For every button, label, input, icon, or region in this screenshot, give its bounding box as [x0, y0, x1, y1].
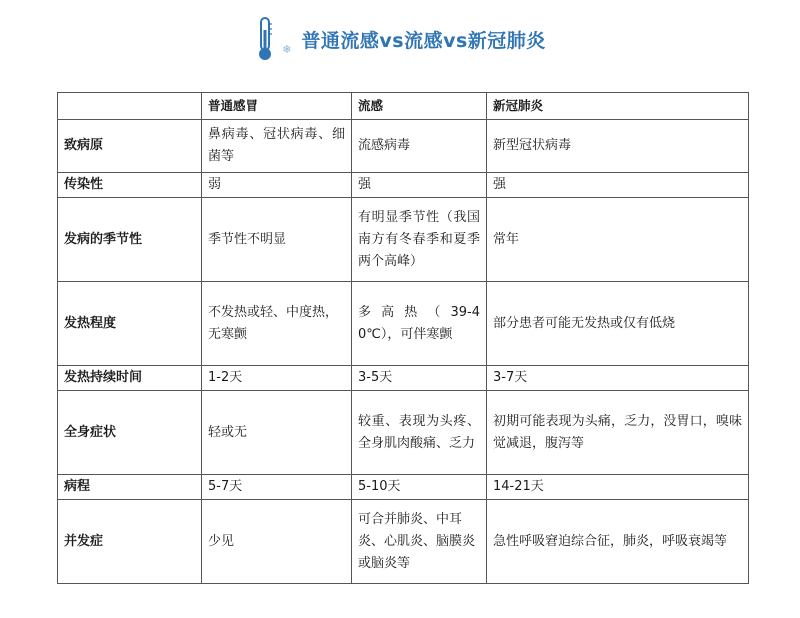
cell-covid: 新型冠状病毒	[487, 120, 749, 173]
row-label: 发病的季节性	[58, 198, 202, 282]
table-row	[58, 366, 749, 391]
cell-covid: 部分患者可能无发热或仅有低烧	[487, 282, 749, 366]
table-header-row	[58, 93, 749, 120]
table-row	[58, 391, 749, 475]
page-title: 普通流感vs流感vs新冠肺炎	[301, 29, 546, 52]
cell-cold: 轻或无	[202, 391, 352, 475]
row-label: 全身症状	[58, 391, 202, 475]
cell-cold: 1-2天	[202, 366, 352, 391]
cell-covid: 3-7天	[487, 366, 749, 391]
header-cell-flu: 流感	[352, 93, 487, 120]
cell-flu: 5-10天	[352, 475, 487, 500]
cell-covid: 初期可能表现为头痛，乏力，没胃口，嗅味觉减退，腹泻等	[487, 391, 749, 475]
cell-covid: 急性呼吸窘迫综合征，肺炎，呼吸衰竭等	[487, 500, 749, 584]
cell-flu: 较重、表现为头疼、全身肌肉酸痛、乏力	[352, 391, 487, 475]
thermometer-icon	[254, 16, 276, 62]
cell-flu: 流感病毒	[352, 120, 487, 173]
cell-flu: 多高热（39-40℃），可伴寒颤	[352, 282, 487, 366]
table-row	[58, 173, 749, 198]
table-row	[58, 500, 749, 584]
cell-covid: 常年	[487, 198, 749, 282]
cell-flu: 强	[352, 173, 487, 198]
row-label: 发热持续时间	[58, 366, 202, 391]
row-label: 并发症	[58, 500, 202, 584]
cell-cold: 季节性不明显	[202, 198, 352, 282]
cell-flu: 可合并肺炎、中耳炎、心肌炎、脑膜炎或脑炎等	[352, 500, 487, 584]
table-row	[58, 120, 749, 173]
row-label: 病程	[58, 475, 202, 500]
page-header	[0, 14, 800, 64]
header-cell-empty	[58, 93, 202, 120]
cell-flu: 有明显季节性（我国南方有冬春季和夏季两个高峰）	[352, 198, 487, 282]
cell-covid: 强	[487, 173, 749, 198]
table-row	[58, 475, 749, 500]
comparison-table	[57, 92, 749, 584]
row-label: 致病原	[58, 120, 202, 173]
row-label: 发热程度	[58, 282, 202, 366]
table-row	[58, 198, 749, 282]
cell-cold: 5-7天	[202, 475, 352, 500]
header-cell-cold: 普通感冒	[202, 93, 352, 120]
header-cell-covid: 新冠肺炎	[487, 93, 749, 120]
cell-covid: 14-21天	[487, 475, 749, 500]
snowflake-icon: ❄	[282, 43, 292, 56]
row-label: 传染性	[58, 173, 202, 198]
cell-cold: 弱	[202, 173, 352, 198]
cell-cold: 少见	[202, 500, 352, 584]
cell-flu: 3-5天	[352, 366, 487, 391]
cell-cold: 不发热或轻、中度热，无寒颤	[202, 282, 352, 366]
table-row	[58, 282, 749, 366]
cell-cold: 鼻病毒、冠状病毒、细菌等	[202, 120, 352, 173]
